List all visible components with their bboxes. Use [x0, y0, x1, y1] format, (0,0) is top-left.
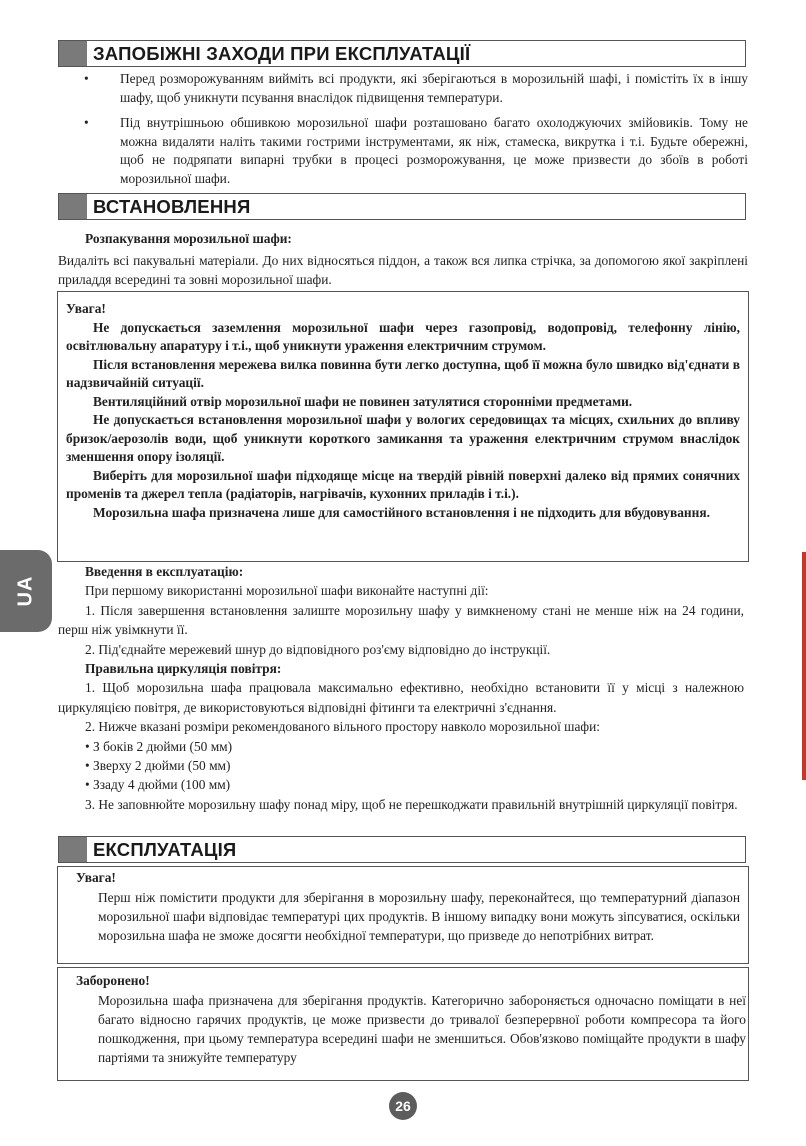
prohibited-box [57, 967, 749, 1081]
section-heading-installation [58, 193, 746, 220]
operation-warning-title: Увага! [76, 870, 116, 885]
commissioning-step: 2. Під'єднайте мережевий шнур до відповідного роз'єму відповідно до інструкції. [85, 641, 551, 657]
commissioning-step: 1. Після завершення встановлення залиште морозильну шафу у вимкненому стані не менше ніж на 24 години, перш ніж увімкнути її. [58, 602, 744, 638]
unpacking-heading: Розпакування морозильної шафи: [85, 231, 292, 246]
air-heading: Правильна циркуляція повітря: [85, 661, 282, 677]
list-item-text: Під внутрішньою обшивкою морозильної шафи розташовано багато охолоджуючих змійовиків. Тому не можна видаляти наліть такими гострими інструментами, як ніж, стамеска, викрутка і т.і. Будьте обережні, щоб не подряпати випарні трубки в процесі розморожування, це може призвести до збоїв в роботі морозильної шафи. [120, 115, 748, 186]
air-paragraph: 1. Щоб морозильна шафа працювала максимально ефективно, необхідно встановити її у місці з належною циркуляцією повітря, де використовуються відповідні фітинги та електричні з'єднання. [58, 680, 744, 715]
warning-item: Морозильна шафа призначена лише для самостійного встановлення і не підходить для вбудовування. [93, 504, 710, 520]
section-heading-operation [58, 836, 746, 863]
commissioning-heading: Введення в експлуатацію: [85, 564, 244, 579]
warning-item: Вентиляційний отвір морозильної шафи не повинен затулятися сторонніми предметами. [93, 393, 633, 409]
warning-item: Не допускається заземлення морозильної шафи через газопровід, водопровід, телефонну лінію, освітлювальну апаратуру і т.і., щоб уникнути ураження електричним струмом. [66, 319, 740, 353]
unpacking-text: Видаліть всі пакувальні матеріали. До них відносяться піддон, а також вся липка стрічка, за допомогою якої закріплені приладдя всередині та зовні морозильної шафи. [58, 253, 748, 287]
clearance-item: • Ззаду 4 дюйми (100 мм) [85, 777, 231, 793]
prohibited-title: Заборонено! [76, 973, 150, 988]
operation-warning-box [57, 866, 749, 964]
list-item-text: Перед розморожуванням вийміть всі продукти, які зберігаються в морозильній шафі, і помістіть їх в іншу шафу, щоб уникнути псування внаслідок підвищення температури. [120, 71, 748, 105]
operation-warning-text: Перш ніж помістити продукти для зберігання в морозильну шафу, переконайтеся, що температурний діапазон морозильної шафи відповідає температурі цих продуктів. В іншому випадку вони можуть зіпсуватися, оскільки морозильна шафа не зможе досягти необхідної температури, що призведе до непотрібних витрат. [98, 889, 740, 943]
commissioning-section [58, 562, 744, 814]
heading-bar [59, 837, 87, 862]
clearance-item: • З боків 2 дюйми (50 мм) [85, 738, 233, 754]
warning-title: Увага! [66, 301, 106, 316]
language-label: UA [14, 575, 37, 607]
prohibited-text: Морозильна шафа призначена для зберігання продуктів. Категорично забороняється одночасно поміщати в неї багато відносно гарячих продуктів, це може призвести до тривалої безперервної роботи компресора та його пошкодження, при цьому температура всередині шафи не зменшиться. Обов'язково поміщайте продукти в шафу партіями та знижуйте температуру [98, 992, 746, 1066]
warning-item: Не допускається встановлення морозильної шафи у вологих середовищах та місцях, схильних до впливу бризок/аерозолів води, щоб уникнути короткого замикання та ураження електричним струмом внаслідок зменшення опору ізоляції. [66, 412, 740, 464]
air-paragraph: 3. Не заповнюйте морозильну шафу понад міру, щоб не перешкоджати правильній внутрішній циркуляції повітря. [85, 796, 738, 812]
section-title: ВСТАНОВЛЕННЯ [93, 195, 251, 217]
section-title: ЕКСПЛУАТАЦІЯ [93, 838, 237, 860]
list-item [58, 70, 748, 107]
edge-marker [802, 552, 806, 780]
air-paragraph: 2. Нижче вказані розміри рекомендованого вільного простору навколо морозильної шафи: [85, 719, 600, 735]
warning-item: Після встановлення мережева вилка повинна бути легко доступна, щоб її можна було швидко від'єднати в надзвичайній ситуації. [66, 356, 740, 390]
warning-box [57, 291, 749, 562]
section-heading-precautions [58, 40, 746, 67]
bullet-marker: • [84, 115, 89, 130]
language-tab [0, 550, 52, 632]
commissioning-intro: При першому використанні морозильної шафи виконайте наступні дії: [85, 583, 489, 599]
heading-bar [59, 194, 87, 219]
page-number: 26 [389, 1092, 417, 1120]
section-title: ЗАПОБІЖНІ ЗАХОДИ ПРИ ЕКСПЛУАТАЦІЇ [93, 42, 471, 64]
warning-item: Виберіть для морозильної шафи підходяще місце на твердій рівній поверхні далеко від прямих сонячних променів та джерел тепла (радіаторів, нагрівачів, кухонних приладів і т.і.). [66, 467, 740, 501]
clearance-item: • Зверху 2 дюйми (50 мм) [85, 758, 231, 774]
bullet-marker: • [84, 71, 89, 86]
list-item [58, 114, 748, 188]
precaution-list [58, 70, 748, 195]
heading-bar [59, 41, 87, 66]
